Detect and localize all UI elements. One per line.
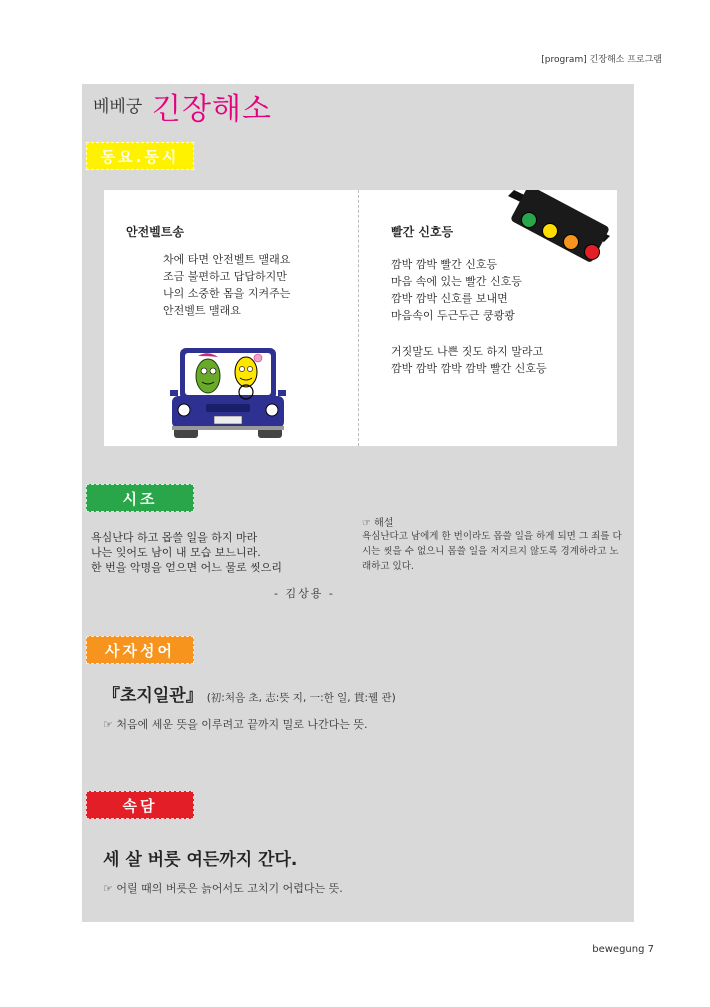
idiom-main: 『초지일관』 bbox=[103, 686, 203, 706]
page-title: 긴장해소 bbox=[152, 92, 272, 127]
song-right-stanza2 bbox=[391, 343, 547, 377]
green-light bbox=[522, 213, 537, 228]
orange-light bbox=[564, 235, 579, 250]
proverb-main: 세 살 버릇 여든까지 간다. bbox=[103, 850, 298, 870]
yellow-character bbox=[235, 357, 257, 387]
song-right-line: 깜박 깜박 신호를 보내면 bbox=[391, 292, 508, 305]
commentary-text: 욕심난다고 남에게 한 번이라도 몹쓸 일을 하게 되면 그 죄를 다시는 씻을 수 없으니 몹쓸 일을 저지르지 않도록 경계하라고 노래하고 있다. bbox=[362, 531, 622, 572]
song-right-line: 마음 속에 있는 빨간 신호등 bbox=[391, 275, 522, 288]
song-left-line: 나의 소중한 몸을 지켜주는 bbox=[163, 287, 291, 300]
song-left-line: 차에 타면 안전벨트 맬래요 bbox=[163, 253, 291, 266]
song-left-lines bbox=[163, 251, 290, 319]
red-light bbox=[585, 245, 600, 260]
car-illustration bbox=[170, 344, 286, 440]
song-right-line: 깜박 깜박 깜박 깜박 빨간 신호등 bbox=[391, 362, 547, 375]
sijo-line: 한 번을 악명을 얻으면 어느 물로 씻으리 bbox=[91, 561, 282, 574]
header-tag: [program] 긴장해소 프로그램 bbox=[541, 55, 662, 65]
traffic-light-illustration bbox=[506, 190, 610, 262]
song-right-stanza1 bbox=[391, 256, 522, 324]
yellow-light bbox=[543, 224, 558, 239]
section-label-idiom: 사자성어 bbox=[86, 636, 194, 664]
title-prefix: 베베궁 bbox=[93, 97, 143, 117]
green-character bbox=[196, 359, 220, 393]
song-left-line: 조금 불편하고 답답하지만 bbox=[163, 270, 287, 283]
card-divider bbox=[358, 190, 359, 446]
sijo-author: - 김상용 - bbox=[274, 587, 335, 600]
section-label-proverb: 속담 bbox=[86, 791, 194, 819]
song-right-title: 빨간 신호등 bbox=[391, 225, 454, 239]
commentary-heading: ☞ 해설 bbox=[362, 518, 394, 529]
section-label-song: 동요.동시 bbox=[86, 142, 194, 170]
sijo-line: 욕심난다 하고 몹쓸 일을 하지 마라 bbox=[91, 531, 258, 544]
song-right-line: 깜박 깜박 빨간 신호등 bbox=[391, 258, 498, 271]
song-right-line: 마음속이 두근두근 쿵쾅쾅 bbox=[391, 309, 515, 322]
idiom-description: ☞ 처음에 세운 뜻을 이루려고 끝까지 밀로 나간다는 뜻. bbox=[103, 718, 368, 731]
footer-page-tag: bewegung 7 bbox=[592, 944, 654, 955]
song-left-line: 안전벨트 맬래요 bbox=[163, 304, 241, 317]
sijo-line: 나는 잊어도 남이 내 모습 보느니라. bbox=[91, 546, 261, 559]
idiom-note: (初:처음 초, 志:뜻 지, 一:한 일, 貫:꿸 관) bbox=[206, 692, 396, 704]
song-left-title: 안전벨트송 bbox=[126, 225, 184, 239]
section-label-sijo: 시조 bbox=[86, 484, 194, 512]
proverb-description: ☞ 어릴 때의 버릇은 늙어서도 고치기 어렵다는 뜻. bbox=[103, 882, 343, 895]
song-right-line: 거짓말도 나쁜 짓도 하지 말라고 bbox=[391, 345, 544, 358]
sijo-poem bbox=[91, 530, 282, 575]
idiom-row bbox=[103, 681, 396, 706]
